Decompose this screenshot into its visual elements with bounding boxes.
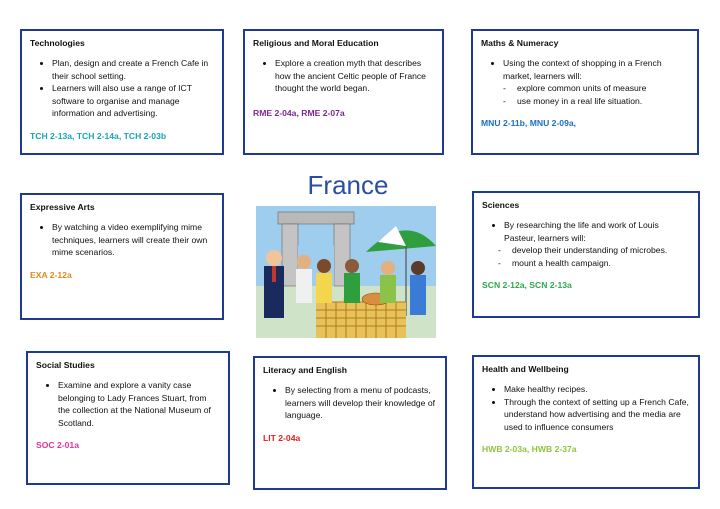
page-title: France — [307, 170, 389, 200]
bullet: • Learners will also use a range of ICT software to organise and manage information and advertising. — [52, 82, 214, 119]
bullet: • Make healthy recipes. — [504, 383, 690, 395]
box-heading: Sciences — [482, 200, 520, 210]
curriculum-code: MNU 2-11b, MNU 2-09a, — [481, 118, 577, 129]
box-heading: Religious and Moral Education — [253, 38, 379, 48]
box-heading: Technologies — [30, 38, 85, 48]
sub-bullet: - use money in a real life situation. — [517, 95, 689, 107]
bullet: • Explore a creation myth that describes how the ancient Celtic people of France thought the world began. — [275, 57, 434, 94]
box-literacy — [253, 356, 447, 490]
bullet: • By watching a video exemplifying mime techniques, learners will create their own mime scenarios. — [52, 221, 214, 258]
box-heading: Literacy and English — [263, 365, 348, 375]
bullet: • Using the context of shopping in a French market, learners will: — [503, 57, 689, 82]
curriculum-code: EXA 2-12a — [30, 269, 72, 280]
bullet: • Examine and explore a vanity case belonging to Lady Frances Stuart, from the collection at the National Museum of Scotland. — [58, 379, 220, 429]
bullet: • By researching the life and work of Louis Pasteur, learners will: — [504, 219, 690, 244]
box-social — [26, 351, 230, 485]
curriculum-code: SCN 2-12a, SCN 2-13a — [482, 280, 572, 291]
box-expressive — [20, 193, 224, 320]
curriculum-code: SOC 2-01a — [36, 440, 79, 451]
sub-bullet: - mount a health campaign. — [512, 257, 690, 269]
bullet: • Through the context of setting up a French Cafe, understand how advertising and the media are used to influence consumers — [504, 396, 690, 433]
france-illustration — [256, 206, 436, 338]
box-heading: Maths & Numeracy — [481, 38, 559, 48]
box-heading: Expressive Arts — [30, 202, 95, 212]
curriculum-code: LIT 2-04a — [263, 432, 301, 443]
bullet: • Plan, design and create a French Cafe in their school setting. — [52, 57, 214, 82]
sub-bullet: - explore common units of measure — [517, 82, 689, 94]
box-technologies — [20, 29, 224, 155]
curriculum-code: TCH 2-13a, TCH 2-14a, TCH 2-03b — [30, 130, 167, 141]
box-heading: Social Studies — [36, 360, 95, 370]
box-heading: Health and Wellbeing — [482, 364, 569, 374]
box-sciences — [472, 191, 700, 318]
curriculum-code: RME 2-04a, RME 2-07a — [253, 107, 345, 118]
bullet: • By selecting from a menu of podcasts, learners will develop their knowledge of language. — [285, 384, 437, 421]
box-rme — [243, 29, 444, 155]
box-maths — [471, 29, 699, 155]
curriculum-code: HWB 2-03a, HWB 2-37a — [482, 444, 577, 455]
box-health — [472, 355, 700, 489]
cafe-scene-icon — [256, 206, 436, 338]
sub-bullet: - develop their understanding of microbes. — [512, 244, 690, 256]
